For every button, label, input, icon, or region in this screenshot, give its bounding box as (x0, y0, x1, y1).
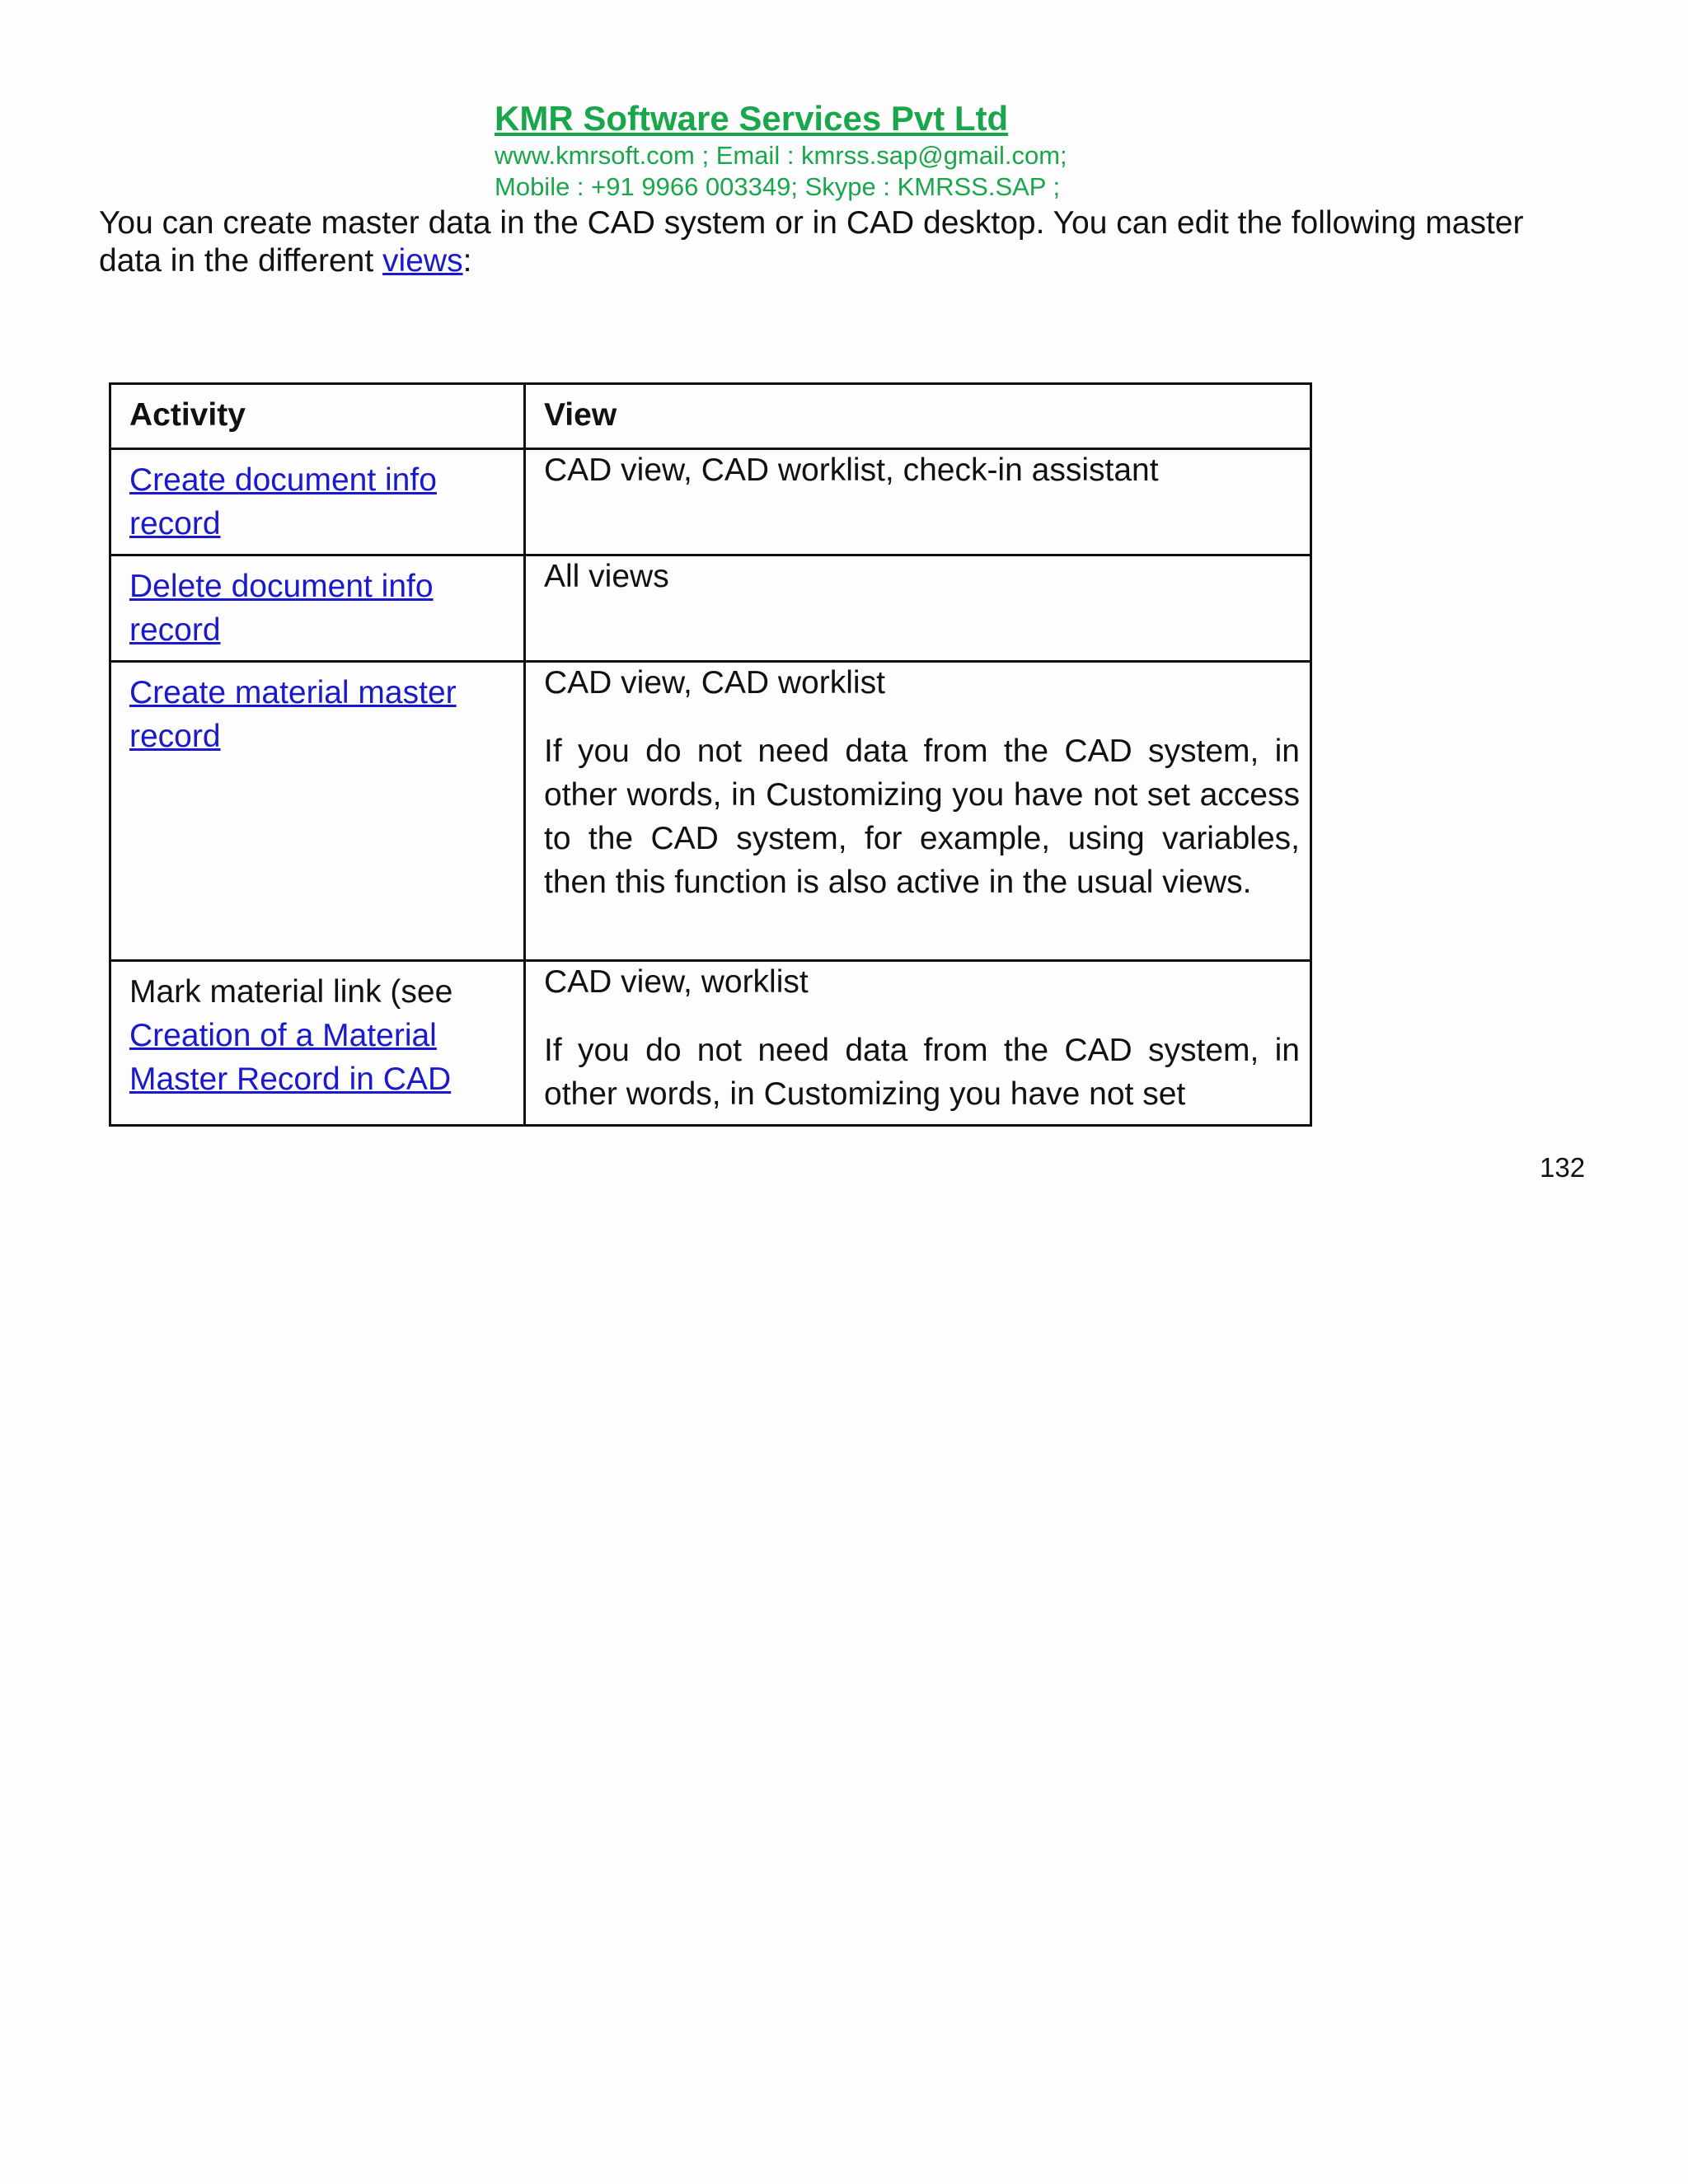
view-cell (525, 555, 1311, 662)
view-text: CAD view, worklist (544, 964, 809, 1000)
column-header-activity: Activity (110, 384, 525, 449)
intro-text: You can create master data in the CAD system or in CAD desktop. You can edit the following master data in the different (99, 205, 1524, 279)
table-row (110, 662, 1311, 961)
contact-line-mobile-skype: Mobile : +91 9966 003349; Skype : KMRSS.SAP ; (495, 172, 1061, 201)
activity-text: Mark material link (see (129, 974, 453, 1010)
document-header (495, 97, 1236, 203)
view-cell (525, 961, 1311, 1126)
contact-line-website-email: www.kmrsoft.com ; Email : kmrss.sap@gmail.com; (495, 141, 1067, 170)
table-row (110, 449, 1311, 555)
view-note: If you do not need data from the CAD system, in other words, in Customizing you have not set (544, 1033, 1300, 1112)
view-text: CAD view, CAD worklist (544, 665, 885, 701)
create-material-master-record-link[interactable]: Create material master record (129, 675, 457, 754)
column-header-view: View (525, 384, 1311, 449)
activity-cell (110, 961, 525, 1126)
activity-cell (110, 449, 525, 555)
creation-of-material-master-record-link[interactable]: Creation of a Material Master Record in CAD (129, 1018, 452, 1097)
create-document-info-record-link[interactable]: Create document info record (129, 462, 437, 541)
view-cell (525, 662, 1311, 961)
page-number: 132 (1540, 1152, 1586, 1183)
delete-document-info-record-link[interactable]: Delete document info record (129, 569, 434, 648)
view-text: All views (544, 559, 669, 594)
company-name: KMR Software Services Pvt Ltd (495, 99, 1009, 138)
table-header-row (110, 384, 1311, 449)
activity-view-table (109, 382, 1312, 1127)
activity-cell (110, 662, 525, 961)
activity-cell (110, 555, 525, 662)
intro-paragraph (99, 204, 1582, 280)
views-link[interactable]: views (382, 243, 463, 279)
view-text: CAD view, CAD worklist, check-in assistant (544, 452, 1159, 488)
view-note: If you do not need data from the CAD system, in other words, in Customizing you have not set access to the CAD system, for example, using variables, then this function is also active in the usual views. (544, 733, 1300, 900)
table-row (110, 961, 1311, 1126)
intro-suffix: : (462, 243, 472, 279)
table-row (110, 555, 1311, 662)
view-cell (525, 449, 1311, 555)
